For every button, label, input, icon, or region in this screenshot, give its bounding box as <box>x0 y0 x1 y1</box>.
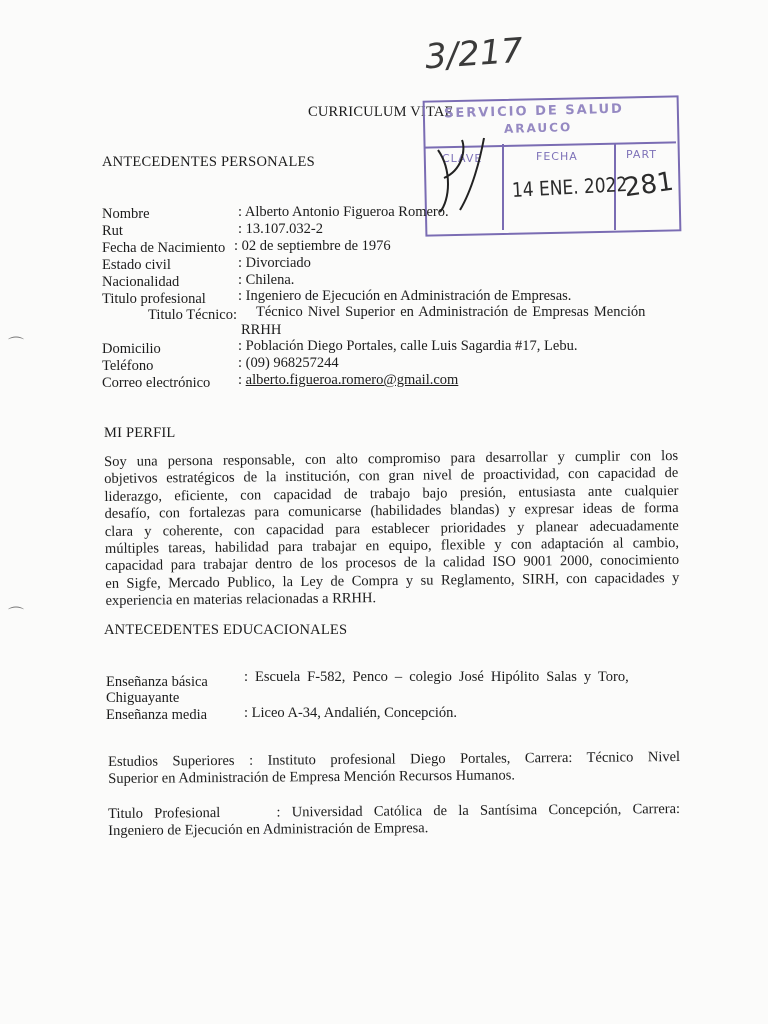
value-ensenanza-basica: : Escuela F-582, Penco – colegio José Hipólito Salas y Toro, <box>244 669 629 685</box>
label-nombre: Nombre <box>102 206 150 222</box>
estudios-superiores <box>108 749 680 789</box>
value-ensenanza-basica-cont: Chiguayante <box>106 690 180 706</box>
profesional-line: Titulo Profesional : Universidad Católica de la Santísima Concepción, Carrera: <box>108 801 681 822</box>
handwritten-reference: 3/217 <box>423 30 525 78</box>
label-domicilio: Domicilio <box>102 341 161 357</box>
stamp-fecha-label: FECHA <box>536 150 578 163</box>
value-ensenanza-media: : Liceo A-34, Andalién, Concepción. <box>244 705 458 721</box>
perfil-line: capacidad para trabajar dentro de los procesos de la calidad ISO 9001 2000, conocimiento <box>105 552 680 575</box>
label-fecha-nacimiento: Fecha de Nacimiento <box>102 240 226 256</box>
value-nombre: : Alberto Antonio Figueroa Romero. <box>238 204 449 220</box>
perfil-line: desafío, con fortalezas para comunicarse (habilidades blandas) y expresar ideas de forma <box>104 500 679 523</box>
section-heading-educacion: ANTECEDENTES EDUCACIONALES <box>104 622 348 638</box>
value-titulo-profesional: : Ingeniero de Ejecución en Administración de Empresas. <box>238 288 572 304</box>
label-telefono: Teléfono <box>102 358 154 374</box>
perfil-line: múltiples tareas, habilidad para trabajar en equipo, flexible y con adaptación al cambio, <box>104 535 680 558</box>
value-fecha-nacimiento: : 02 de septiembre de 1976 <box>234 238 391 254</box>
superiores-line: Superior en Administración de Empresa Mención Recursos Humanos. <box>108 767 516 788</box>
perfil-line: liderazgo, eficiente, con capacidad de trabajo bajo presión, entusiasta ante cualquier <box>104 482 679 505</box>
value-estado-civil: : Divorciado <box>238 255 311 271</box>
perfil-line: Soy una persona responsable, con alto compromiso para desarrollar y cumplir con los <box>104 447 679 470</box>
stamp-part-label: PART <box>626 148 658 161</box>
label-correo: Correo electrónico <box>102 375 211 391</box>
perfil-line: clara y coherente, con capacidad para establecer prioridades y planear adecuadamente <box>104 517 679 540</box>
value-nacionalidad: : Chilena. <box>238 272 295 288</box>
section-heading-perfil: MI PERFIL <box>104 425 176 441</box>
label-rut: Rut <box>102 223 123 239</box>
stamp-date: 14 ENE. 2022 <box>511 171 628 202</box>
stamp-header-2: ARAUCO <box>503 120 573 136</box>
value-domicilio: : Población Diego Portales, calle Luis Sagardia #17, Lebu. <box>238 338 578 354</box>
profesional-line: Ingeniero de Ejecución en Administración de Empresa. <box>108 820 429 840</box>
stamp-header-1: SERVICIO DE SALUD <box>443 101 625 122</box>
perfil-paragraph <box>104 448 680 611</box>
scan-mark-top: ⌒ <box>8 337 25 354</box>
label-ensenanza-media: Enseñanza media <box>106 707 208 723</box>
document-title: CURRICULUM VITAE <box>308 104 454 120</box>
label-titulo-profesional: Titulo profesional <box>102 291 206 307</box>
section-heading-personal: ANTECEDENTES PERSONALES <box>102 154 315 170</box>
value-telefono: : (09) 968257244 <box>238 355 339 371</box>
value-correo <box>238 372 458 389</box>
value-titulo-tecnico-cont: RRHH <box>241 322 282 338</box>
perfil-line: experiencia en materias relacionadas a RRHH. <box>105 590 377 610</box>
scan-mark-bottom: ⌒ <box>8 607 25 624</box>
value-titulo-tecnico: Técnico Nivel Superior en Administración de Empresas Mención <box>256 304 646 320</box>
titulo-profesional-edu <box>108 801 680 841</box>
perfil-line: objetivos estratégicos de la institución, con gran nivel de proactividad, con capacidad de <box>104 465 679 488</box>
label-nacionalidad: Nacionalidad <box>102 274 180 290</box>
value-rut: : 13.107.032-2 <box>238 221 323 237</box>
superiores-line: Estudios Superiores : Instituto profesional Diego Portales, Carrera: Técnico Nivel <box>108 749 681 770</box>
stamp-clave-label: CLAVE <box>442 152 483 165</box>
label-titulo-tecnico: Titulo Técnico: <box>148 307 238 323</box>
label-estado-civil: Estado civil <box>102 257 171 273</box>
label-ensenanza-basica: Enseñanza básica <box>106 674 208 690</box>
correo-separator: : <box>238 372 246 388</box>
stamp-part-value: 281 <box>622 166 676 204</box>
reception-stamp <box>424 98 680 234</box>
perfil-line: en Sigfe, Mercado Publico, la Ley de Compra y su Reglamento, SIRH, con capacidades y <box>105 569 680 592</box>
email-link[interactable]: alberto.figueroa.romero@gmail.com <box>245 372 459 388</box>
